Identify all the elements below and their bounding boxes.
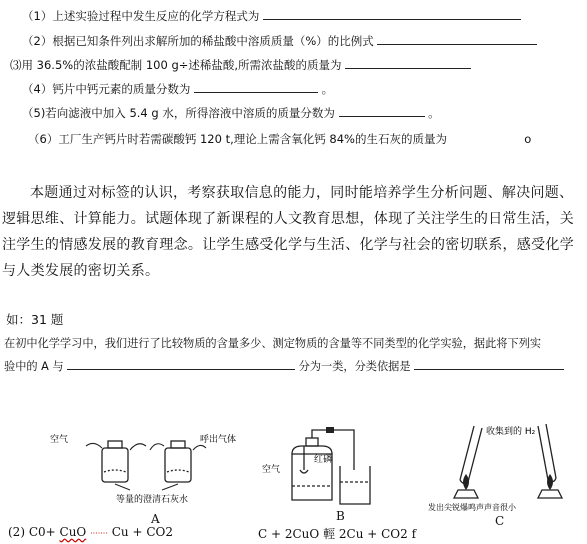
question-2-text: （2）根据已知条件列出求解所加的稀盐酸中溶质质量（%）的比例式 [22,34,374,48]
figure-a-limewater-diagram [50,428,240,508]
question-6 [28,131,531,147]
figure-a-right-label: 呼出气体 [200,435,237,445]
question-5 [22,104,440,121]
equation-1-prefix: (2) C0+ [8,525,56,539]
answer-blank-1[interactable] [263,7,521,20]
figure-c-bottom-label: 发出尖锐爆鸣声声音很小 [428,503,516,512]
q31-line-1: 在初中化学学习中，我们进行了比较物质的含量多少、测定物质的含量等不同类型的化学实验，据此将下列实 [4,337,542,350]
answer-blank-5[interactable] [339,104,425,117]
question-3-text: ⑶用 36.5%的浓盐酸配制 100 g÷述稀盐酸,所需浓盐酸的质量为 [10,58,342,72]
answer-blank-2[interactable] [377,32,537,45]
figure-b-label: B [336,509,345,523]
answer-blank-3[interactable] [345,56,471,69]
equation-1-arrow: ······· [90,529,108,538]
figure-a-label: A [151,512,160,526]
question-6-end: o [524,132,532,146]
question-6-text: （6）工厂生产钙片时若需碳酸钙 120 t,理论上需含氧化钙 84%的生石灰的质量为 [28,132,447,146]
question-2 [22,32,537,49]
example-label: 如：31 题 [6,312,64,327]
q31-line-2-mid: 分为一类，分类依据是 [298,360,411,373]
equation-1-rest: Cu + CO2 [111,525,173,539]
question-4 [22,80,333,97]
question-4-end: 。 [321,82,334,96]
figure-c-label: C [495,514,505,528]
q31-line-2-start: 验中的 A 与 [4,360,64,373]
figure-a-left-label: 空气 [50,435,69,445]
left-flame-icon [463,474,469,490]
answer-blank-q31-b[interactable] [414,357,564,370]
question-5-end: 。 [428,106,440,120]
figure-c-top-label: 收集到的 H₂ [486,427,536,437]
right-bottle [165,441,191,482]
question-5-text: （5)若向滤液中加入 5.4 g 水，所得溶液中溶质的质量分数为 [22,106,335,120]
clamp-icon [326,427,334,433]
equation-1-cuo: CuO [59,525,87,539]
question-3 [10,56,471,73]
left-bottle [102,441,128,482]
question-1-text: （1）上述实验过程中发生反应的化学方程式为 [22,9,260,23]
figure-b-left-label: 空气 [262,465,281,475]
question-4-text: （4）钙片中钙元素的质量分数为 [22,82,191,96]
figure-a-bottom-label: 等量的澄清石灰水 [116,495,189,505]
equation-2: C + 2CuO 輕 2Cu + CO2 f [258,527,417,541]
answer-blank-q31-a[interactable] [67,357,295,370]
figure-c-hydrogen-test-diagram [424,420,584,512]
q31-line-2 [4,355,564,378]
answer-blank-4[interactable] [194,80,318,93]
figure-b-phosphorus-diagram [262,424,382,510]
commentary-paragraph: 本题通过对标签的认识，考察获取信息的能力，同时能培养学生分析问题、解决问题、逻辑思维、计算能力。试题体现了新课程的人文教育思想，体现了关注学生的日常生活，关注学生的情感发展的教育理念。让学生感受化学与生活、化学与社会的密切联系，感受化学与人类发展的密切关系。 [2,185,574,279]
question-1 [22,7,521,24]
figure-b-mid-label: 红磷 [314,455,333,465]
equation-1 [8,525,173,539]
